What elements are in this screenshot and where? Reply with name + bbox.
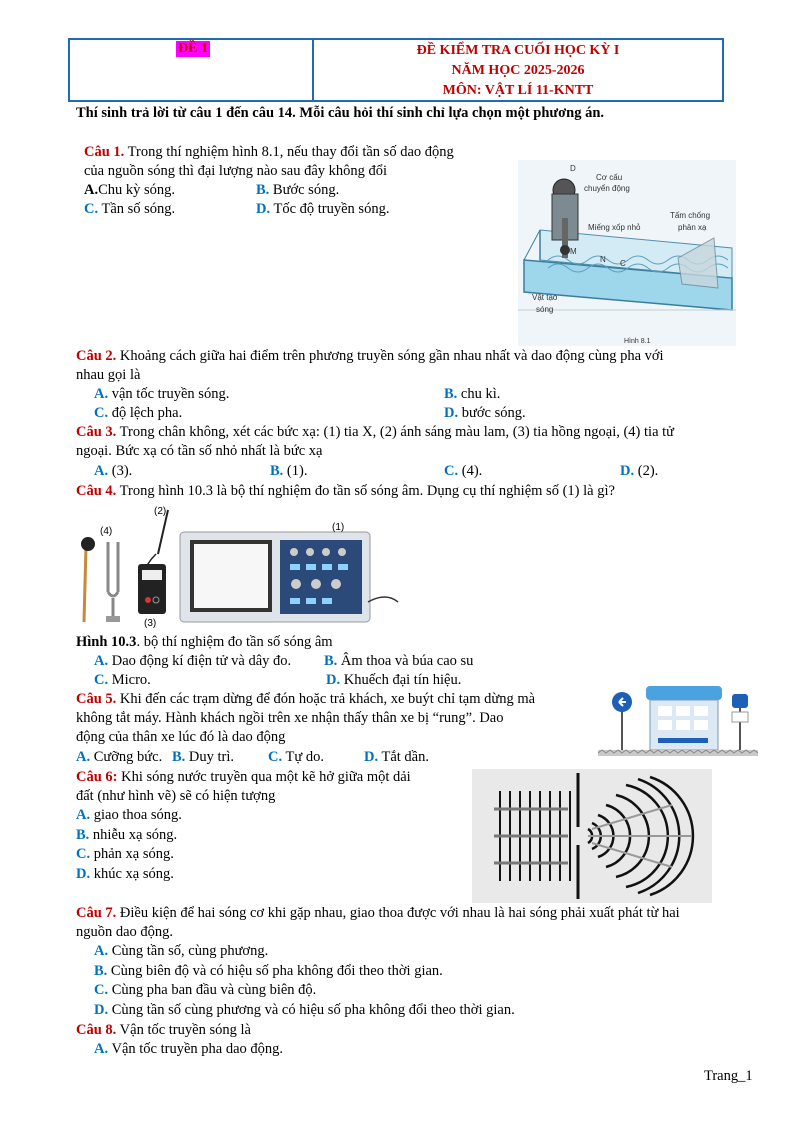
q7-option-a[interactable] bbox=[94, 942, 268, 961]
q8-line1 bbox=[76, 1021, 251, 1040]
exam-header bbox=[68, 38, 724, 102]
q1-option-c[interactable] bbox=[84, 200, 175, 219]
q7-b-text: Cùng biên độ và có hiệu số pha không đổi theo thời gian. bbox=[107, 963, 443, 979]
q5-c-text: Tự do. bbox=[282, 749, 324, 765]
q8-text1: Vận tốc truyền sóng là bbox=[116, 1022, 251, 1038]
q4-label: Câu 4. bbox=[76, 483, 117, 499]
exam-title-cell bbox=[314, 40, 722, 101]
fig81-label-src2: sóng bbox=[536, 305, 554, 314]
q4-caption-text: . bộ thí nghiệm đo tần số sóng âm bbox=[136, 634, 333, 650]
exam-code-cell bbox=[70, 40, 314, 100]
q3-option-d[interactable] bbox=[620, 462, 658, 481]
q6-b-text: nhiễu xạ sóng. bbox=[89, 827, 178, 843]
q5-a-text: Cưỡng bức. bbox=[90, 749, 163, 765]
q2-option-c[interactable] bbox=[94, 404, 182, 423]
q8-a-label: A. bbox=[94, 1041, 109, 1057]
q4-c-text: Micro. bbox=[108, 672, 151, 688]
q1-option-d[interactable] bbox=[256, 200, 389, 219]
q5-a-label: A. bbox=[76, 749, 91, 765]
q5-text2: không tắt máy. Hành khách ngồi trên xe nhận thấy thân xe bị “rung”. Dao bbox=[76, 710, 504, 726]
exam-subject: MÔN: VẬT LÍ 11-KNTT bbox=[442, 83, 594, 98]
q4-caption-bold: Hình 10.3 bbox=[76, 634, 137, 650]
q7-option-b[interactable] bbox=[94, 962, 443, 981]
q4-option-a[interactable] bbox=[94, 652, 291, 671]
q6-label: Câu 6: bbox=[76, 769, 118, 785]
q4-option-c[interactable] bbox=[94, 671, 151, 690]
fig81-label-d: D bbox=[570, 164, 576, 173]
q6-option-a[interactable] bbox=[76, 806, 182, 825]
fig81-label-plate2: phản xạ bbox=[678, 223, 707, 232]
q1-text1: Trong thí nghiệm hình 8.1, nếu thay đổi tần số dao động bbox=[124, 144, 454, 160]
q7-text1: Điều kiện để hai sóng cơ khi gặp nhau, giao thoa được với nhau là hai sóng phải xuất phát từ hai bbox=[116, 905, 680, 921]
q3-text2: ngoại. Bức xạ có tần số nhỏ nhất là bức xạ bbox=[76, 443, 323, 459]
fig81-label-m: M bbox=[570, 247, 577, 256]
q4-d-label: D. bbox=[326, 672, 341, 688]
q2-d-text: bước sóng. bbox=[458, 405, 526, 421]
q4-text1: Trong hình 10.3 là bộ thí nghiệm đo tần số sóng âm. Dụng cụ thí nghiệm số (1) là gì? bbox=[116, 483, 615, 499]
q1-a-text: Chu kỳ sóng. bbox=[98, 182, 176, 198]
fig81-label-sponge: Miếng xốp nhỏ bbox=[588, 223, 641, 232]
q1-line1 bbox=[84, 143, 454, 162]
q3-option-b[interactable] bbox=[270, 462, 307, 481]
q6-option-c[interactable] bbox=[76, 845, 174, 864]
q1-option-b[interactable] bbox=[256, 181, 339, 200]
q8-a-text: Vận tốc truyền pha dao động. bbox=[108, 1041, 284, 1057]
q7-d-label: D. bbox=[94, 1002, 109, 1018]
q3-a-label: A. bbox=[94, 463, 109, 479]
q7-b-label: B. bbox=[94, 963, 108, 979]
q5-d-text: Tắt dần. bbox=[378, 749, 429, 765]
q6-text1: Khi sóng nước truyền qua một kẽ hở giữa một dải bbox=[117, 769, 411, 785]
q1-c-text: Tần số sóng. bbox=[98, 201, 176, 217]
exam-code: ĐỀ 1 bbox=[178, 41, 208, 56]
fig103-label-1: (1) bbox=[332, 522, 345, 533]
fig81-label-o: O bbox=[560, 245, 567, 254]
q2-b-text: chu kì. bbox=[457, 386, 501, 402]
q7-line1 bbox=[76, 904, 680, 923]
q6-a-text: giao thoa sóng. bbox=[90, 807, 182, 823]
q3-text1: Trong chân không, xét các bức xạ: (1) tia X, (2) ánh sáng màu lam, (3) tia hồng ngoại, (4) tia tử bbox=[116, 424, 675, 440]
diffraction-figure bbox=[472, 769, 712, 903]
q3-option-a[interactable] bbox=[94, 462, 132, 481]
q1-d-label: D. bbox=[256, 201, 271, 217]
q5-c-label: C. bbox=[268, 749, 283, 765]
q5-b-label: B. bbox=[172, 749, 186, 765]
q4-caption bbox=[76, 633, 333, 652]
q5-option-b[interactable] bbox=[172, 748, 234, 767]
q8-option-a[interactable] bbox=[94, 1040, 283, 1059]
fig81-label-mech2: chuyển động bbox=[584, 184, 630, 193]
q7-d-text: Cùng tần số cùng phương và có hiệu số pha không đổi theo thời gian. bbox=[108, 1002, 515, 1018]
q2-c-label: C. bbox=[94, 405, 109, 421]
q6-d-text: khúc xạ sóng. bbox=[90, 866, 174, 882]
q2-text1: Khoảng cách giữa hai điểm trên phương truyền sóng gần nhau nhất và dao động cùng pha với bbox=[116, 348, 664, 364]
fig103-label-3: (3) bbox=[144, 618, 157, 629]
q2-option-a[interactable] bbox=[94, 385, 229, 404]
q4-d-text: Khuếch đại tín hiệu. bbox=[340, 672, 462, 688]
q3-b-text: (1). bbox=[283, 463, 308, 479]
q5-b-text: Duy trì. bbox=[185, 749, 235, 765]
q7-option-d[interactable] bbox=[94, 1001, 515, 1020]
q2-a-label: A. bbox=[94, 386, 109, 402]
fig81-label-c: C bbox=[620, 259, 626, 268]
q5-option-d[interactable] bbox=[364, 748, 429, 767]
fig81-label-n: N bbox=[600, 255, 606, 264]
q7-label: Câu 7. bbox=[76, 905, 117, 921]
q6-option-b[interactable] bbox=[76, 826, 177, 845]
page-number: Trang_1 bbox=[704, 1068, 753, 1084]
fig103-label-2: (2) bbox=[154, 506, 167, 517]
q3-c-text: (4). bbox=[458, 463, 483, 479]
q7-text2: nguồn dao động. bbox=[76, 924, 174, 940]
q2-text2: nhau gọi là bbox=[76, 367, 141, 383]
q3-a-text: (3). bbox=[108, 463, 133, 479]
q7-c-label: C. bbox=[94, 982, 109, 998]
q7-a-label: A. bbox=[94, 943, 109, 959]
fig81-label-src: Vật tạo bbox=[532, 293, 558, 302]
q3-option-c[interactable] bbox=[444, 462, 482, 481]
q6-c-text: phản xạ sóng. bbox=[90, 846, 174, 862]
q2-c-text: độ lệch pha. bbox=[108, 405, 183, 421]
q2-b-label: B. bbox=[444, 386, 458, 402]
q5-line1 bbox=[76, 690, 535, 709]
q1-d-text: Tốc độ truyền sóng. bbox=[270, 201, 390, 217]
fig81-caption: Hình 8.1 bbox=[624, 338, 651, 345]
q1-c-label: C. bbox=[84, 201, 99, 217]
q6-a-label: A. bbox=[76, 807, 91, 823]
q4-option-d[interactable] bbox=[326, 671, 461, 690]
q6-b-label: B. bbox=[76, 827, 90, 843]
q7-option-c[interactable] bbox=[94, 981, 316, 1000]
q4-a-text: Dao động kí điện tử và dây đo. bbox=[108, 653, 292, 669]
q8-label: Câu 8. bbox=[76, 1022, 117, 1038]
q5-option-c[interactable] bbox=[268, 748, 324, 767]
q7-c-text: Cùng pha ban đầu và cùng biên độ. bbox=[108, 982, 317, 998]
q6-d-label: D. bbox=[76, 866, 91, 882]
q4-b-text: Âm thoa và búa cao su bbox=[337, 653, 474, 669]
q6-option-d[interactable] bbox=[76, 865, 174, 884]
q5-text1: Khi đến các trạm dừng để đón hoặc trả khách, xe buýt chỉ tạm dừng mà bbox=[116, 691, 536, 707]
q7-a-text: Cùng tần số, cùng phương. bbox=[108, 943, 269, 959]
q2-a-text: vận tốc truyền sóng. bbox=[108, 386, 230, 402]
wave-tank-figure bbox=[518, 160, 736, 346]
exam-year: NĂM HỌC 2025-2026 bbox=[451, 63, 585, 78]
q3-d-label: D. bbox=[620, 463, 635, 479]
fig81-label-plate: Tấm chống bbox=[670, 211, 711, 220]
q6-text2: đất (như hình vẽ) sẽ có hiện tượng bbox=[76, 788, 276, 804]
q3-b-label: B. bbox=[270, 463, 284, 479]
q5-option-a[interactable] bbox=[76, 748, 162, 767]
q5-label: Câu 5. bbox=[76, 691, 117, 707]
q2-label: Câu 2. bbox=[76, 348, 117, 364]
instruction: Thí sinh trả lời từ câu 1 đến câu 14. Mỗi câu hỏi thí sinh chỉ lựa chọn một phương án. bbox=[76, 105, 605, 121]
q3-d-text: (2). bbox=[634, 463, 659, 479]
q5-d-label: D. bbox=[364, 749, 379, 765]
fig103-label-4: (4) bbox=[100, 526, 113, 537]
q1-b-label: B. bbox=[256, 182, 270, 198]
q2-option-d[interactable] bbox=[444, 404, 526, 423]
q3-label: Câu 3. bbox=[76, 424, 117, 440]
q2-d-label: D. bbox=[444, 405, 459, 421]
sound-experiment-figure bbox=[76, 502, 406, 630]
q6-line1 bbox=[76, 768, 411, 787]
q1-option-a[interactable] bbox=[84, 181, 175, 200]
q3-c-label: C. bbox=[444, 463, 459, 479]
q1-label: Câu 1. bbox=[84, 144, 125, 160]
q4-c-label: C. bbox=[94, 672, 109, 688]
exam-title: ĐỀ KIỂM TRA CUỐI HỌC KỲ I bbox=[416, 43, 620, 58]
q2-option-b[interactable] bbox=[444, 385, 500, 404]
q4-line1 bbox=[76, 482, 615, 501]
q4-a-label: A. bbox=[94, 653, 109, 669]
q1-a-label: A. bbox=[84, 182, 99, 198]
q2-line1 bbox=[76, 347, 664, 366]
q1-b-text: Bước sóng. bbox=[269, 182, 340, 198]
q6-c-label: C. bbox=[76, 846, 91, 862]
q4-b-label: B. bbox=[324, 653, 338, 669]
q3-line1 bbox=[76, 423, 674, 442]
fig81-label-mech: Cơ cấu bbox=[596, 173, 623, 182]
q4-option-b[interactable] bbox=[324, 652, 473, 671]
bus-stop-illustration bbox=[598, 680, 758, 758]
q5-text3: động của thân xe lúc đó là dao động bbox=[76, 729, 286, 745]
q1-text2: của nguồn sóng thì đại lượng nào sau đây không đổi bbox=[84, 163, 388, 179]
